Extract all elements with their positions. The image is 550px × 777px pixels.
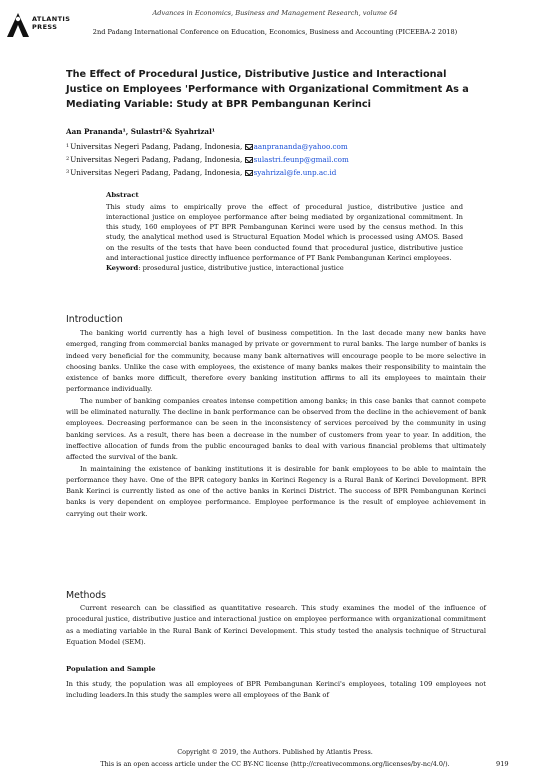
population-sample-body — [66, 679, 486, 702]
authors: Aan Prananda¹, Sulastri²& Syahrizal¹ — [66, 127, 215, 136]
page-number: 919 — [496, 760, 509, 768]
paragraph: Current research can be classified as quantitative research. This study examines the model of the influence of procedural justice, distributive justice and interactional justice on employee performance with organizational commitment as a mediating variable in the Rural Bank of Kerinci Development. This study tested the analysis technique of Structural Equation Model (SEM). — [66, 604, 486, 646]
affiliation-3: $^3$Universitas Negeri Padang, Padang, Indonesia, syahrizal@fe.unp.ac.id — [66, 168, 337, 177]
keywords: Keyword: prosedural justice, distributive justice, interactional justice — [106, 263, 344, 272]
abstract-heading: Abstract — [106, 191, 139, 199]
email-icon — [245, 170, 253, 176]
introduction-heading: Introduction — [66, 314, 123, 325]
affiliation-2: $^2$Universitas Negeri Padang, Padang, Indonesia, sulastri.feunp@gmail.com — [66, 155, 349, 164]
population-sample-heading: Population and Sample — [66, 665, 156, 673]
email-link[interactable]: syahrizal@fe.unp.ac.id — [253, 168, 337, 177]
methods-body — [66, 603, 486, 648]
email-icon — [245, 157, 253, 163]
paragraph: In maintaining the existence of banking institutions it is desirable for bank employees to be able to maintain the performance they have. One of the BPR category banks in Kerinci Regency is a Rural Bank of Kerinci Development. BPR Bank Kerinci is currently listed as one of the active banks in Kerinci District. The success of BPR Pembangunan Kerinci banks is very dependent on employee performance. Employee performance is the result of employee achievement in carrying out their work. — [66, 464, 486, 518]
methods-heading: Methods — [66, 590, 107, 601]
abstract — [106, 190, 463, 273]
conference-name: 2nd Padang International Conference on Education, Economics, Business and Accounting (PICEEBA-2 2018) — [92, 28, 458, 36]
journal-name: Advances in Economics, Business and Management Research, volume 64 — [152, 9, 398, 17]
paragraph: In this study, the population was all employees of BPR Pembangunan Kerinci's employees, totaling 109 employees not including leaders.In this study the samples were all employees of the Bank of — [66, 680, 486, 700]
introduction-body — [66, 328, 486, 520]
paper-title: The Effect of Procedural Justice, Distributive Justice and Interactional Justice on Employees 'Performance with Organizational Commitment As a Mediating Variable: Study at BPR Pembangunan Kerinci — [66, 69, 469, 110]
affiliation-1: $^1$Universitas Negeri Padang, Padang, Indonesia, aanprananda@yahoo.com — [66, 142, 348, 151]
license: This is an open access article under the CC BY-NC license (http://creativecommons.org/licenses/by-nc/4.0/). — [100, 760, 450, 768]
abstract-text: This study aims to empirically prove the effect of procedural justice, distributive justice and interactional justice on employee performance after being mediated by organizational commitment. In this study, 160 employees of PT BPR Pembangunan Kerinci were used by the census method. In this study, the analytical method used is Structural Equation Model which is processed using AMOS. Based on the results of the tests that have been conducted found that procedural justice, distributive justice and interactional justice directly influence performance of PT Bank Pembangunan Kerinci employees. — [106, 202, 463, 262]
email-link[interactable]: sulastri.feunp@gmail.com — [253, 155, 349, 164]
email-icon — [245, 144, 253, 150]
paragraph: The number of banking companies creates intense competition among banks; in this case banks that cannot compete will be eliminated naturally. The decline in bank performance can be observed from the decline in the achievement of bank employees. Decreasing performance can be seen in the inconsistency of services perceived by the community in using banking services. As a result, there has been a decrease in the number of customers from year to year. In addition, the ineffective allocation of funds from the public encouraged banks to deal with various financial problems that ultimately affected the survival of the bank. — [66, 396, 486, 462]
paragraph: The banking world currently has a high level of business competition. In the last decade many new banks have emerged, ranging from commercial banks managed by private or government to rural banks. The large number of banks is indeed very beneficial for the community, because many bank alternatives will encourage people to be more selective in choosing banks. Unlike the case with employees, the existence of many banks makes their responsibility to maintain the existence of banks more difficult, therefore every banking institution affirms to all its employees to maintain their performance individually. — [66, 329, 486, 394]
logo-text: ATLANTIS PRESS — [32, 15, 71, 31]
copyright: Copyright © 2019, the Authors. Published by Atlantis Press. — [177, 748, 373, 756]
email-link[interactable]: aanprananda@yahoo.com — [253, 142, 348, 151]
